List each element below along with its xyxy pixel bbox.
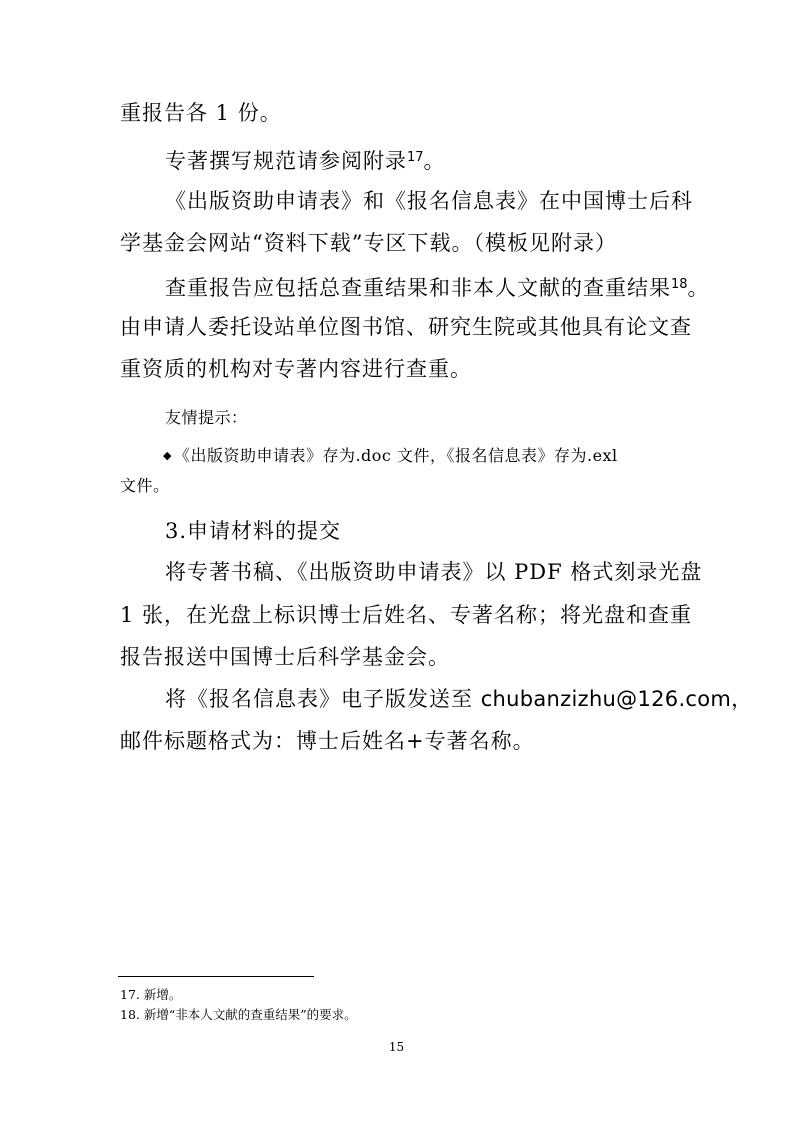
text-span: ， bbox=[731, 687, 754, 711]
section-p1-line-1 bbox=[165, 557, 702, 587]
text-span: 《出版资助申请表》和《报名信息表》在中国博士后科 bbox=[165, 189, 693, 213]
tip-line-2 bbox=[120, 474, 170, 498]
email-link[interactable]: chubanzizhu@126.com bbox=[480, 687, 732, 711]
text-span: 由申请人委托设站单位图书馆、研究生院或其他具有论文查 bbox=[120, 315, 692, 339]
footnote-ref-18[interactable]: 18 bbox=[671, 277, 688, 292]
tip-line-1 bbox=[163, 444, 618, 468]
text-span: 3.申请材料的提交 bbox=[165, 519, 342, 543]
tip-title bbox=[165, 406, 248, 430]
section-p1-line-3 bbox=[120, 642, 450, 672]
footnote-18 bbox=[120, 1006, 357, 1024]
text-span: 18. 新增“非本人文献的查重结果”的要求。 bbox=[120, 1007, 357, 1022]
body-line-1 bbox=[120, 98, 282, 128]
body-line-3 bbox=[165, 186, 693, 216]
text-span: 重资质的机构对专著内容进行查重。 bbox=[120, 357, 472, 381]
bullet-icon: ◆ bbox=[163, 449, 172, 462]
page-number bbox=[0, 1040, 793, 1054]
footnote-divider bbox=[118, 976, 314, 977]
section-p2-line-2 bbox=[120, 726, 535, 756]
text-span: 学基金会网站“资料下载”专区下载。（模板见附录） bbox=[120, 231, 617, 255]
text-span: 报告报送中国博士后科学基金会。 bbox=[120, 645, 450, 669]
text-span: 15 bbox=[388, 1040, 405, 1054]
text-span: 《出版资助申请表》存为.doc 文件，《报名信息表》存为.exl bbox=[173, 446, 618, 465]
text-span: 。 bbox=[423, 149, 446, 173]
text-span: 友情提示： bbox=[165, 408, 248, 427]
text-span: 将《报名信息表》电子版发送至 bbox=[165, 687, 481, 711]
section-p1-line-2 bbox=[120, 600, 692, 630]
footnote-ref-17[interactable]: 17 bbox=[407, 150, 424, 165]
body-line-5 bbox=[165, 270, 710, 303]
text-span: 文件。 bbox=[120, 476, 170, 495]
text-span: 查重报告应包括总查重结果和非本人文献的查重结果 bbox=[165, 276, 671, 300]
text-span: 邮件标题格式为：博士后姓名+专著名称。 bbox=[120, 729, 535, 753]
body-line-2 bbox=[165, 143, 446, 176]
body-line-7 bbox=[120, 354, 472, 384]
text-span: 17. 新增。 bbox=[120, 987, 182, 1002]
body-line-4 bbox=[120, 228, 617, 258]
text-span: 重报告各 1 份。 bbox=[120, 101, 282, 125]
text-span: 将专著书稿、《出版资助申请表》以 PDF 格式刻录光盘 bbox=[165, 560, 703, 584]
text-span: 1 张，在光盘上标识博士后姓名、专著名称；将光盘和查重 bbox=[120, 603, 693, 627]
text-span: 专著撰写规范请参阅附录 bbox=[165, 149, 407, 173]
body-line-6 bbox=[120, 312, 692, 342]
footnote-17 bbox=[120, 986, 181, 1004]
text-span: 。 bbox=[687, 276, 710, 300]
section-p2-line-1 bbox=[165, 684, 753, 714]
section-heading bbox=[165, 516, 341, 546]
